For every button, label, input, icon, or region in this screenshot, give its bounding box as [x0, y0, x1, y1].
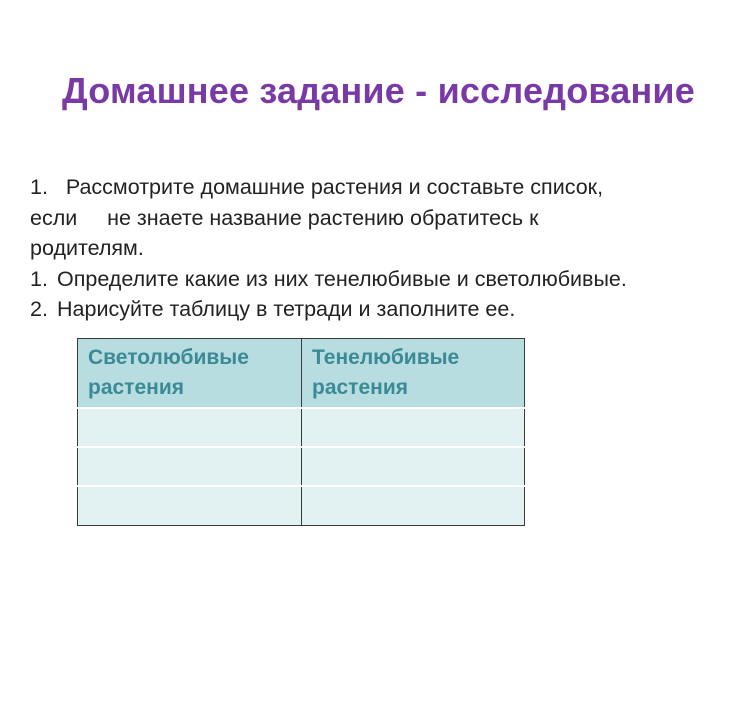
instruction-item-2-number: 1. — [30, 266, 48, 291]
table-cell — [78, 447, 302, 486]
instruction-item-1-line-2: если не знаете название растению обратитесь к — [30, 205, 539, 230]
table-cell — [302, 486, 525, 525]
plants-table — [77, 338, 525, 526]
table-row — [78, 486, 525, 525]
instruction-item-2 — [30, 264, 730, 295]
instruction-item-2-text: Определите какие из них тенелюбивые и светолюбивые. — [57, 266, 627, 291]
table-cell — [302, 408, 525, 447]
table-cell — [78, 486, 302, 525]
instruction-item-3 — [30, 294, 730, 325]
table-cell — [302, 447, 525, 486]
instruction-item-3-text: Нарисуйте таблицу в тетради и заполните ее. — [57, 297, 516, 321]
instruction-item-3-number: 2. — [30, 297, 48, 321]
table-cell — [78, 408, 302, 447]
instruction-item-1-line-1: 1. Рассмотрите домашние растения и составьте список, — [30, 175, 604, 199]
table-header-row — [78, 339, 525, 409]
header-light-loving-plants: Светолюбивые растения — [78, 339, 302, 409]
header-shade-loving-plants: Тенелюбивые растения — [302, 339, 525, 409]
table-row — [78, 408, 525, 447]
page-title: Домашнее задание - исследование — [62, 70, 695, 111]
instruction-item-1-line-3: родителям. — [30, 236, 144, 260]
table-row — [78, 447, 525, 486]
instructions — [30, 172, 730, 325]
